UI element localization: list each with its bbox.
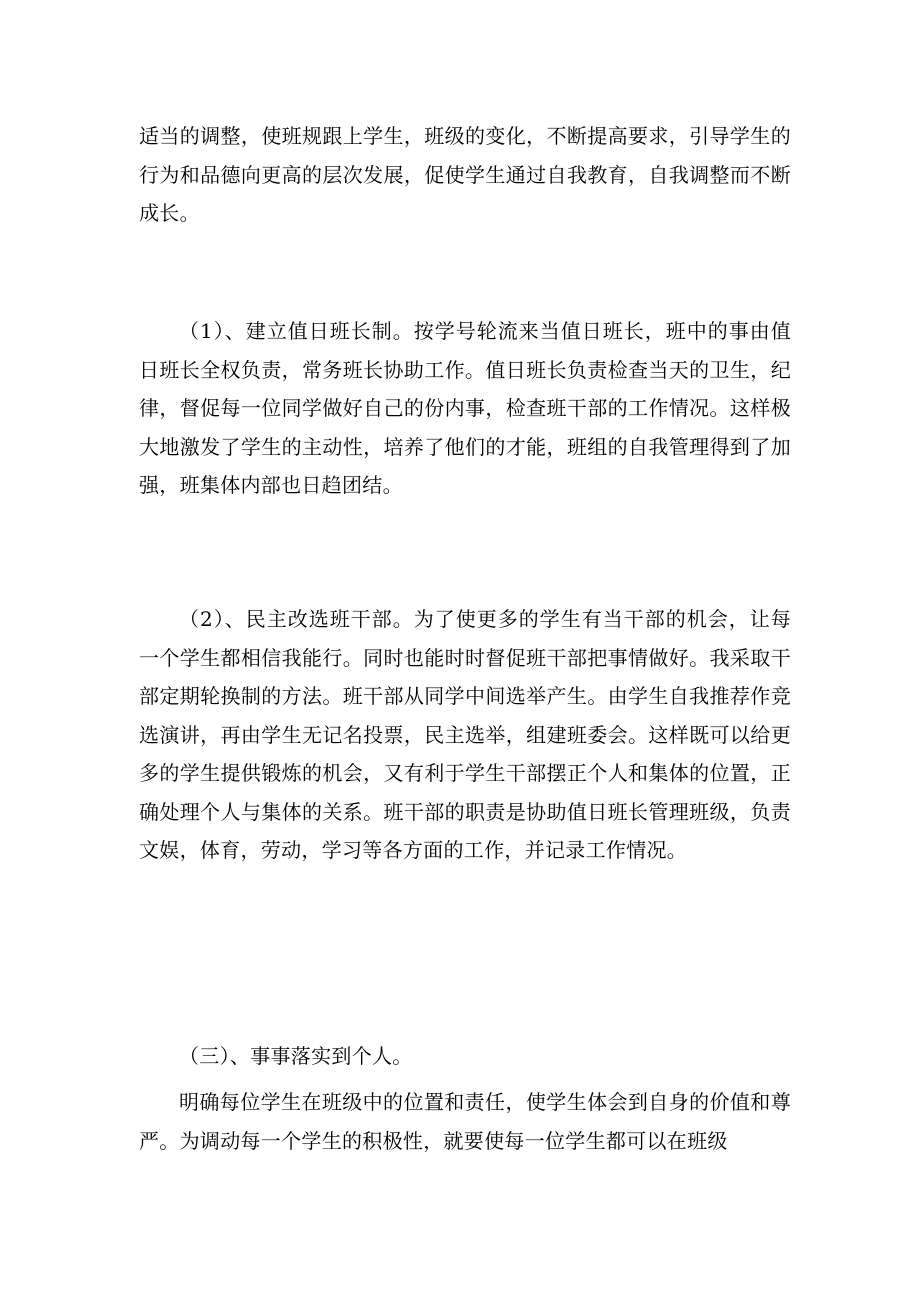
paragraph-democratic-election: （2）、民主改选班干部。为了使更多的学生有当干部的机会，让每一个学生都相信我能行。同时也能时时督促班干部把事情做好。我采取干部定期轮换制的方法。班干部从同学中间选举产生。由学生自我推荐作竞选演讲，再由学生无记名投票，民主选举，组建班委会。这样既可以给更多的学生提供锻炼的机会，又有利于学生干部摆正个人和集体的位置，正确处理个人与集体的关系。班干部的职责是协助值日班长管理班级，负责文娱，体育，劳动，学习等各方面的工作，并记录工作情况。: [139, 607, 791, 862]
paragraph-class-rules-adjustment: 适当的调整，使班规跟上学生，班级的变化，不断提高要求，引导学生的行为和品德向更高的层次发展，促使学生通过自我教育，自我调整而不断成长。: [139, 124, 791, 225]
paragraph-student-position: 明确每位学生在班级中的位置和责任，使学生体会到自身的价值和尊严。为调动每一个学生的积极性，就要使每一位学生都可以在班级: [139, 1090, 791, 1153]
paragraph-duty-monitor-system: （1）、建立值日班长制。按学号轮流来当值日班长，班中的事由值日班长全权负责，常务班长协助工作。值日班长负责检查当天的卫生，纪律，督促每一位同学做好自己的份内事，检查班干部的工作情况。这样极大地激发了学生的主动性，培养了他们的才能，班组的自我管理得到了加强，班集体内部也日趋团结。: [139, 319, 791, 497]
section-heading-responsibility: （三）、事事落实到个人。: [179, 1044, 413, 1068]
